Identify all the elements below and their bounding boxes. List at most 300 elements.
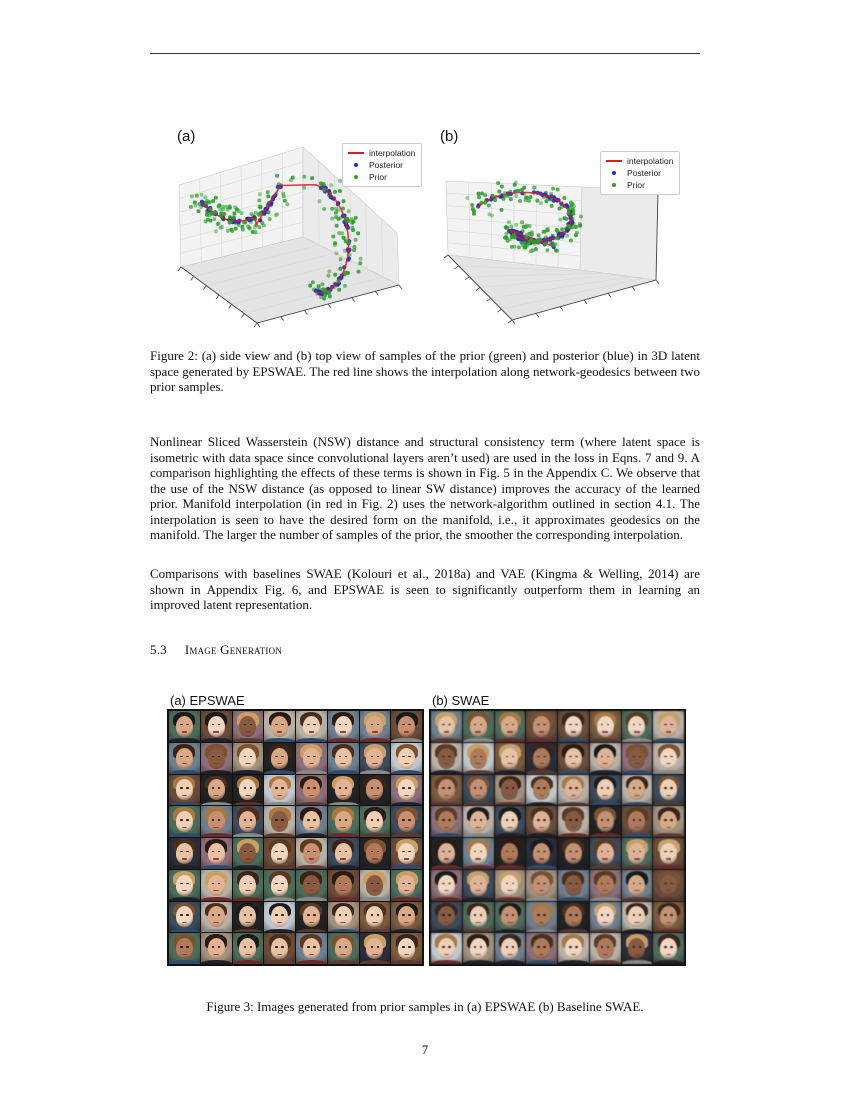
generated-face-image bbox=[622, 743, 653, 774]
generated-face-image bbox=[391, 775, 422, 806]
axis-tick bbox=[328, 304, 331, 308]
eye-shape bbox=[575, 914, 577, 916]
mouth-shape bbox=[340, 858, 346, 859]
generated-face-image bbox=[463, 933, 494, 964]
shoulders-shape bbox=[431, 802, 462, 806]
face-shape bbox=[438, 811, 455, 832]
generated-face-image bbox=[463, 775, 494, 806]
face-shape bbox=[208, 875, 225, 896]
mouth-shape bbox=[245, 827, 251, 828]
generated-face-image bbox=[391, 743, 422, 774]
shoulders-shape bbox=[622, 738, 653, 742]
prior-point bbox=[471, 207, 475, 211]
shoulders-shape bbox=[590, 960, 621, 964]
prior-point bbox=[247, 226, 251, 230]
shoulders-shape bbox=[360, 770, 391, 774]
shoulders-shape bbox=[296, 738, 327, 742]
generated-face-image bbox=[264, 870, 295, 901]
face-shape bbox=[335, 779, 352, 800]
prior-point bbox=[520, 188, 524, 192]
shoulders-shape bbox=[360, 802, 391, 806]
face-shape bbox=[438, 716, 455, 737]
eye-shape bbox=[506, 946, 508, 948]
prior-point bbox=[517, 245, 521, 249]
eye-shape bbox=[639, 914, 641, 916]
eye-shape bbox=[402, 819, 404, 821]
generated-face-image bbox=[233, 838, 264, 869]
face-shape bbox=[271, 779, 288, 800]
prior-point bbox=[507, 220, 511, 224]
mouth-shape bbox=[602, 858, 608, 859]
face-shape bbox=[271, 716, 288, 737]
eye-shape bbox=[307, 946, 309, 948]
eye-shape bbox=[408, 819, 410, 821]
face-shape bbox=[176, 779, 193, 800]
shoulders-shape bbox=[558, 770, 589, 774]
shoulders-shape bbox=[169, 897, 200, 901]
eye-shape bbox=[244, 946, 246, 948]
eye-shape bbox=[186, 914, 188, 916]
eye-shape bbox=[180, 883, 182, 885]
eye-shape bbox=[448, 756, 450, 758]
axis-tick bbox=[191, 276, 194, 280]
axis-tick bbox=[455, 266, 459, 269]
mouth-shape bbox=[245, 795, 251, 796]
face-shape bbox=[335, 811, 352, 832]
eye-shape bbox=[543, 819, 545, 821]
generated-face-image bbox=[328, 902, 359, 933]
face-shape bbox=[597, 748, 614, 769]
prior-point bbox=[524, 196, 528, 200]
face-shape bbox=[533, 906, 550, 927]
shoulders-shape bbox=[296, 897, 327, 901]
figure2-legend-b bbox=[600, 151, 680, 195]
face-shape bbox=[660, 779, 677, 800]
generated-face-image bbox=[622, 933, 653, 964]
shoulders-shape bbox=[264, 770, 295, 774]
prior-point bbox=[354, 238, 358, 242]
prior-point bbox=[281, 192, 285, 196]
figure2-panel-a bbox=[165, 125, 430, 330]
axis-tick bbox=[229, 304, 232, 308]
generated-face-image bbox=[264, 743, 295, 774]
eye-shape bbox=[371, 819, 373, 821]
mouth-shape bbox=[634, 954, 640, 955]
shoulders-shape bbox=[526, 738, 557, 742]
prior-point bbox=[258, 225, 262, 229]
prior-point bbox=[335, 251, 339, 255]
mouth-shape bbox=[444, 858, 450, 859]
generated-face-image bbox=[328, 775, 359, 806]
generated-face-image bbox=[431, 711, 462, 742]
face-shape bbox=[239, 748, 256, 769]
generated-face-image bbox=[201, 870, 232, 901]
shoulders-shape bbox=[431, 929, 462, 933]
eye-shape bbox=[402, 946, 404, 948]
eye-shape bbox=[670, 946, 672, 948]
prior-point bbox=[509, 225, 513, 229]
face-shape bbox=[628, 906, 645, 927]
prior-point bbox=[251, 230, 255, 234]
face-shape bbox=[501, 906, 518, 927]
generated-face-image bbox=[169, 902, 200, 933]
eye-shape bbox=[180, 946, 182, 948]
prior-point bbox=[233, 206, 237, 210]
face-shape bbox=[660, 716, 677, 737]
prior-point bbox=[266, 210, 270, 214]
face-shape bbox=[597, 779, 614, 800]
shoulders-shape bbox=[201, 865, 232, 869]
generated-face-image bbox=[201, 743, 232, 774]
figure2-caption: Figure 2: (a) side view and (b) top view of samples of the prior (green) and posterior (blue) in 3D latent space generated by EPSWAE. The red line shows the interpolation along network-geodesics between two prior samples. bbox=[150, 348, 700, 394]
face-shape bbox=[398, 811, 415, 832]
shoulders-shape bbox=[233, 738, 264, 742]
generated-face-image bbox=[431, 933, 462, 964]
generated-face-image bbox=[264, 775, 295, 806]
face-shape bbox=[470, 843, 487, 864]
shoulders-shape bbox=[169, 770, 200, 774]
shoulders-shape bbox=[558, 802, 589, 806]
face-shape bbox=[239, 875, 256, 896]
prior-point bbox=[567, 211, 571, 215]
mouth-shape bbox=[507, 922, 513, 923]
eye-shape bbox=[281, 914, 283, 916]
axis-tick bbox=[508, 320, 512, 323]
generated-face-image bbox=[169, 711, 200, 742]
axis-tick bbox=[352, 298, 355, 302]
mouth-shape bbox=[475, 827, 481, 828]
prior-point bbox=[200, 193, 204, 197]
generated-face-image bbox=[558, 743, 589, 774]
eye-shape bbox=[512, 914, 514, 916]
shoulders-shape bbox=[431, 738, 462, 742]
face-shape bbox=[176, 748, 193, 769]
eye-shape bbox=[664, 787, 666, 789]
face-shape bbox=[366, 906, 383, 927]
axis-tick bbox=[444, 255, 448, 258]
prior-point bbox=[327, 290, 331, 294]
face-shape bbox=[303, 875, 320, 896]
eye-shape bbox=[313, 946, 315, 948]
face-shape bbox=[239, 716, 256, 737]
face-shape bbox=[501, 938, 518, 959]
prior-point bbox=[339, 257, 343, 261]
generated-face-image bbox=[558, 711, 589, 742]
face-shape bbox=[628, 843, 645, 864]
generated-face-image bbox=[526, 933, 557, 964]
shoulders-shape bbox=[558, 960, 589, 964]
mouth-shape bbox=[444, 731, 450, 732]
mouth-shape bbox=[372, 795, 378, 796]
shoulders-shape bbox=[495, 802, 526, 806]
face-shape bbox=[208, 811, 225, 832]
shoulders-shape bbox=[431, 833, 462, 837]
shoulders-shape bbox=[169, 738, 200, 742]
prior-point bbox=[333, 273, 337, 277]
generated-face-image bbox=[622, 870, 653, 901]
shoulders-shape bbox=[463, 960, 494, 964]
face-shape bbox=[565, 716, 582, 737]
prior-point bbox=[330, 217, 334, 221]
shoulders-shape bbox=[391, 802, 422, 806]
mouth-shape bbox=[309, 858, 315, 859]
mouth-shape bbox=[182, 795, 188, 796]
axis-tick bbox=[536, 313, 539, 317]
prior-point bbox=[570, 202, 574, 206]
face-shape bbox=[565, 748, 582, 769]
mouth-shape bbox=[182, 954, 188, 955]
face-shape bbox=[271, 748, 288, 769]
axis-tick bbox=[656, 280, 659, 284]
shoulders-shape bbox=[526, 770, 557, 774]
shoulders-shape bbox=[328, 833, 359, 837]
face-shape bbox=[597, 716, 614, 737]
prior-point bbox=[338, 189, 342, 193]
prior-point bbox=[359, 257, 363, 261]
prior-point bbox=[291, 176, 295, 180]
prior-point bbox=[283, 199, 287, 203]
shoulders-shape bbox=[431, 865, 462, 869]
shoulders-shape bbox=[328, 770, 359, 774]
face-shape bbox=[597, 938, 614, 959]
eye-shape bbox=[313, 883, 315, 885]
mouth-shape bbox=[634, 731, 640, 732]
prior-point bbox=[330, 207, 334, 211]
shoulders-shape bbox=[233, 770, 264, 774]
prior-point bbox=[350, 221, 354, 225]
generated-face-image bbox=[201, 775, 232, 806]
generated-face-image bbox=[233, 933, 264, 964]
shoulders-shape bbox=[622, 960, 653, 964]
eye-shape bbox=[442, 946, 444, 948]
shoulders-shape bbox=[653, 929, 684, 933]
shoulders-shape bbox=[590, 770, 621, 774]
prior-point bbox=[221, 205, 225, 209]
shoulders-shape bbox=[233, 865, 264, 869]
interpolation-line-swatch bbox=[606, 160, 622, 162]
prior-point bbox=[487, 204, 491, 208]
3d-pane bbox=[580, 187, 658, 280]
generated-face-image bbox=[463, 838, 494, 869]
body-paragraph-1: Nonlinear Sliced Wasserstein (NSW) distance and structural consistency term (where latent space is isometric with data space since convolutional layers aren’t used) are used in the loss in Eqns. 7 and 9. A comparison highlighting the effects of these terms is shown in Fig. 5 in the Appendix C. We observe that the use of the NSW distance (as opposed to linear SW distance) improves the accuracy of the learned prior. Manifold interpolation (in red in Fig. 2) uses the network-algorithm outlined in section 4.1. The interpolation is seen to have the desired form on the manifold, i.e., it approximates geodesics on the manifold. The larger the number of samples of the prior, the smoother the corresponding interpolation. bbox=[150, 434, 700, 542]
mouth-shape bbox=[507, 795, 513, 796]
eye-shape bbox=[275, 787, 277, 789]
face-shape bbox=[176, 875, 193, 896]
face-shape bbox=[366, 875, 383, 896]
prior-point bbox=[497, 190, 501, 194]
generated-face-image bbox=[653, 933, 684, 964]
generated-face-image bbox=[463, 870, 494, 901]
prior-point bbox=[266, 190, 270, 194]
face-shape bbox=[565, 811, 582, 832]
face-shape bbox=[533, 875, 550, 896]
prior-point bbox=[234, 227, 238, 231]
face-shape bbox=[335, 716, 352, 737]
face-shape bbox=[597, 906, 614, 927]
prior-point bbox=[513, 245, 517, 249]
prior-point bbox=[551, 187, 555, 191]
generated-face-image bbox=[201, 933, 232, 964]
eye-shape bbox=[569, 914, 571, 916]
shoulders-shape bbox=[526, 833, 557, 837]
face-shape bbox=[303, 906, 320, 927]
prior-point bbox=[228, 220, 232, 224]
legend-prior-label: Prior bbox=[369, 172, 387, 182]
mouth-shape bbox=[309, 827, 315, 828]
axis-tick bbox=[560, 307, 563, 311]
face-shape bbox=[533, 716, 550, 737]
shoulders-shape bbox=[558, 929, 589, 933]
prior-point bbox=[529, 249, 533, 253]
prior-point bbox=[352, 245, 356, 249]
shoulders-shape bbox=[296, 960, 327, 964]
mouth-shape bbox=[666, 858, 672, 859]
prior-point bbox=[514, 223, 518, 227]
eye-shape bbox=[244, 914, 246, 916]
prior-point bbox=[258, 192, 262, 196]
generated-face-image bbox=[296, 870, 327, 901]
generated-face-image bbox=[526, 775, 557, 806]
eye-shape bbox=[664, 946, 666, 948]
prior-point bbox=[470, 203, 474, 207]
eye-shape bbox=[275, 914, 277, 916]
legend-interpolation-label: interpolation bbox=[627, 156, 674, 166]
generated-face-image bbox=[201, 806, 232, 837]
generated-face-image bbox=[622, 838, 653, 869]
shoulders-shape bbox=[558, 897, 589, 901]
generated-face-image bbox=[296, 743, 327, 774]
prior-point bbox=[212, 217, 216, 221]
eye-shape bbox=[569, 787, 571, 789]
axis-tick bbox=[257, 323, 260, 327]
prior-point bbox=[551, 243, 555, 247]
shoulders-shape bbox=[328, 960, 359, 964]
shoulders-shape bbox=[463, 897, 494, 901]
eye-shape bbox=[670, 914, 672, 916]
prior-point bbox=[555, 236, 559, 240]
prior-point bbox=[514, 194, 518, 198]
prior-point bbox=[335, 224, 339, 228]
eye-shape bbox=[377, 787, 379, 789]
mouth-shape bbox=[372, 858, 378, 859]
shoulders-shape bbox=[233, 802, 264, 806]
eye-shape bbox=[664, 756, 666, 758]
prior-point bbox=[333, 243, 337, 247]
face-shape bbox=[366, 843, 383, 864]
mouth-shape bbox=[245, 858, 251, 859]
prior-point bbox=[483, 193, 487, 197]
prior-point bbox=[496, 181, 500, 185]
eye-shape bbox=[474, 819, 476, 821]
shoulders-shape bbox=[233, 897, 264, 901]
generated-face-image bbox=[653, 743, 684, 774]
axis-tick bbox=[241, 314, 244, 318]
eye-shape bbox=[212, 819, 214, 821]
generated-face-image bbox=[296, 933, 327, 964]
prior-point bbox=[322, 297, 326, 301]
mouth-shape bbox=[245, 922, 251, 923]
posterior-dot-swatch bbox=[348, 163, 364, 167]
axis-tick bbox=[584, 300, 587, 304]
shoulders-shape bbox=[296, 929, 327, 933]
axis-tick bbox=[216, 295, 219, 299]
eye-shape bbox=[377, 914, 379, 916]
generated-face-image bbox=[622, 711, 653, 742]
eye-shape bbox=[186, 756, 188, 758]
legend-interpolation-label: interpolation bbox=[369, 148, 416, 158]
face-shape bbox=[501, 716, 518, 737]
generated-face-image bbox=[391, 902, 422, 933]
generated-face-image bbox=[622, 775, 653, 806]
prior-point bbox=[203, 196, 207, 200]
shoulders-shape bbox=[296, 770, 327, 774]
face-shape bbox=[628, 875, 645, 896]
face-shape bbox=[438, 906, 455, 927]
generated-face-image bbox=[296, 775, 327, 806]
face-shape bbox=[628, 779, 645, 800]
eye-shape bbox=[281, 946, 283, 948]
prior-point bbox=[328, 294, 332, 298]
generated-face-image bbox=[495, 902, 526, 933]
mouth-shape bbox=[475, 858, 481, 859]
eye-shape bbox=[339, 946, 341, 948]
shoulders-shape bbox=[463, 802, 494, 806]
generated-face-image bbox=[590, 870, 621, 901]
face-shape bbox=[438, 843, 455, 864]
legend-posterior-label: Posterior bbox=[369, 160, 404, 170]
mouth-shape bbox=[634, 858, 640, 859]
prior-point bbox=[219, 211, 223, 215]
eye-shape bbox=[180, 819, 182, 821]
prior-point bbox=[302, 186, 306, 190]
face-shape bbox=[470, 748, 487, 769]
face-shape bbox=[470, 779, 487, 800]
mouth-shape bbox=[182, 922, 188, 923]
shoulders-shape bbox=[495, 865, 526, 869]
face-shape bbox=[239, 779, 256, 800]
mouth-shape bbox=[182, 827, 188, 828]
shoulders-shape bbox=[653, 865, 684, 869]
generated-face-image bbox=[558, 933, 589, 964]
face-shape bbox=[660, 938, 677, 959]
generated-face-image bbox=[328, 870, 359, 901]
shoulders-shape bbox=[201, 929, 232, 933]
eye-shape bbox=[371, 914, 373, 916]
prior-point bbox=[534, 247, 538, 251]
mouth-shape bbox=[444, 954, 450, 955]
prior-point bbox=[258, 211, 262, 215]
prior-point bbox=[230, 229, 234, 233]
figure3-caption: Figure 3: Images generated from prior samples in (a) EPSWAE (b) Baseline SWAE. bbox=[206, 999, 644, 1014]
shoulders-shape bbox=[391, 770, 422, 774]
generated-face-image bbox=[558, 775, 589, 806]
generated-face-image bbox=[495, 775, 526, 806]
mouth-shape bbox=[539, 858, 545, 859]
prior-point bbox=[577, 224, 581, 228]
generated-face-image bbox=[526, 870, 557, 901]
prior-point bbox=[302, 175, 306, 179]
mouth-shape bbox=[507, 858, 513, 859]
eye-shape bbox=[575, 756, 577, 758]
eye-shape bbox=[307, 756, 309, 758]
prior-point bbox=[504, 226, 508, 230]
prior-point bbox=[327, 269, 331, 273]
shoulders-shape bbox=[264, 897, 295, 901]
face-shape bbox=[366, 811, 383, 832]
mouth-shape bbox=[372, 954, 378, 955]
generated-face-image bbox=[590, 743, 621, 774]
shoulders-shape bbox=[431, 770, 462, 774]
